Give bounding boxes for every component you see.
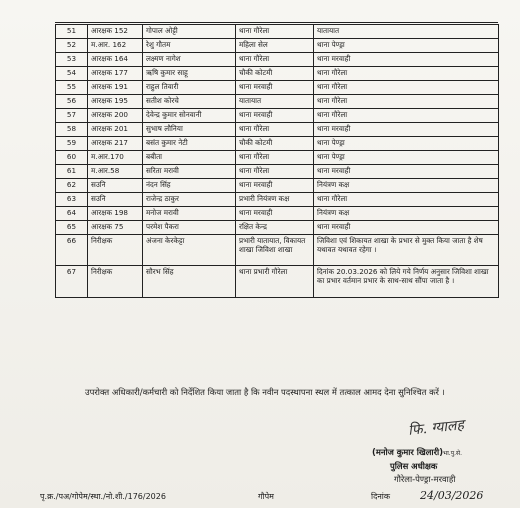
new-posting-cell: यातायात xyxy=(314,25,499,39)
serial-number-cell: 67 xyxy=(56,266,88,298)
table-row xyxy=(56,123,499,137)
rank-cell: निरीक्षक xyxy=(88,266,143,298)
name-cell: ऋषि कुमार साहू xyxy=(143,67,236,81)
rank-cell: आरक्षक 177 xyxy=(88,67,143,81)
table-row xyxy=(56,137,499,151)
current-posting-cell: थाना गौरेला xyxy=(236,151,314,165)
current-posting-cell: थाना गौरेला xyxy=(236,25,314,39)
table-row xyxy=(56,221,499,235)
name-cell: नंदन सिंह xyxy=(143,179,236,193)
current-posting-cell: थाना प्रभारी गौरेला xyxy=(236,266,314,298)
current-posting-cell: प्रभारी यातायात, विकायत शाखा जिविशा शाखा xyxy=(236,235,314,266)
document-footer xyxy=(40,491,510,505)
current-posting-cell: थाना मरवाही xyxy=(236,207,314,221)
rank-cell: आरक्षक 191 xyxy=(88,81,143,95)
current-posting-cell: प्रभारी नियंत्रण कक्ष xyxy=(236,193,314,207)
handwritten-signature: फि. ग्यालह xyxy=(407,417,465,439)
rank-cell: आरक्षक 75 xyxy=(88,221,143,235)
current-posting-cell: चौकी कोटमी xyxy=(236,137,314,151)
rank-cell: आरक्षक 152 xyxy=(88,25,143,39)
table-row xyxy=(56,53,499,67)
table-row xyxy=(56,151,499,165)
serial-number-cell: 62 xyxy=(56,179,88,193)
serial-number-cell: 57 xyxy=(56,109,88,123)
current-posting-cell: थाना मरवाही xyxy=(236,109,314,123)
transfer-table xyxy=(55,24,499,298)
table-row xyxy=(56,266,499,298)
serial-number-cell: 61 xyxy=(56,165,88,179)
serial-number-cell: 66 xyxy=(56,235,88,266)
serial-number-cell: 59 xyxy=(56,137,88,151)
current-posting-cell: चौकी कोटमी xyxy=(236,67,314,81)
rank-cell: सउनि xyxy=(88,179,143,193)
name-cell: सुभाष लौनिया xyxy=(143,123,236,137)
table-row xyxy=(56,67,499,81)
serial-number-cell: 53 xyxy=(56,53,88,67)
serial-number-cell: 63 xyxy=(56,193,88,207)
table-row xyxy=(56,39,499,53)
new-posting-cell: थाना मरवाही xyxy=(314,165,499,179)
name-cell: बबीता xyxy=(143,151,236,165)
signatory-district: गौरेला-पेण्ड्रा-मरवाही xyxy=(394,474,456,484)
current-posting-cell: थाना गौरेला xyxy=(236,123,314,137)
rank-cell: आरक्षक 198 xyxy=(88,207,143,221)
signatory-block xyxy=(372,446,512,486)
name-cell: देवेन्द्र कुमार सोनवानी xyxy=(143,109,236,123)
serial-number-cell: 51 xyxy=(56,25,88,39)
serial-number-cell: 56 xyxy=(56,95,88,109)
signatory-name: (मनोज कुमार खिलारी) xyxy=(372,447,444,457)
new-posting-cell: दिनांक 20.03.2026 को लिये गये निर्णय अनुसार जिविशा शाखा का प्रभार वर्तमान प्रभार के साथ-साथ सौंपा जाता है । xyxy=(314,266,499,298)
reference-number: पृ.क्र./पअ/गोपेम/स्था./नो.शी./176/2026 xyxy=(40,492,166,501)
serial-number-cell: 60 xyxy=(56,151,88,165)
current-posting-cell: यातायात xyxy=(236,95,314,109)
table-row xyxy=(56,95,499,109)
rank-cell: आरक्षक 164 xyxy=(88,53,143,67)
name-cell: राजेन्द्र ठाकुर xyxy=(143,193,236,207)
new-posting-cell: थाना पेण्ड्रा xyxy=(314,137,499,151)
current-posting-cell: थाना मरवाही xyxy=(236,81,314,95)
current-posting-cell: रक्षित केन्द्र xyxy=(236,221,314,235)
current-posting-cell: थाना मरवाही xyxy=(236,179,314,193)
direction-paragraph: उपरोक्त अधिकारी/कर्मचारी को निर्देशित किया जाता है कि नवीन पदस्थापना स्थल में तत्काल आमद देना सुनिश्चित करें । xyxy=(85,387,445,397)
rank-cell: आरक्षक 195 xyxy=(88,95,143,109)
table-row xyxy=(56,165,499,179)
new-posting-cell: थाना मरवाही xyxy=(314,123,499,137)
footer-place: गौपेम xyxy=(258,492,274,501)
name-cell: मनोज मरावी xyxy=(143,207,236,221)
new-posting-cell: थाना गौरेला xyxy=(314,81,499,95)
new-posting-cell: थाना गौरेला xyxy=(314,95,499,109)
rank-cell: आरक्षक 217 xyxy=(88,137,143,151)
new-posting-cell: थाना गौरेला xyxy=(314,193,499,207)
table-row xyxy=(56,207,499,221)
rank-cell: आरक्षक 201 xyxy=(88,123,143,137)
rank-cell: निरीक्षक xyxy=(88,235,143,266)
serial-number-cell: 55 xyxy=(56,81,88,95)
name-cell: रेशु गौतम xyxy=(143,39,236,53)
rank-cell: म.आर.58 xyxy=(88,165,143,179)
serial-number-cell: 54 xyxy=(56,67,88,81)
rank-cell: म.आर.170 xyxy=(88,151,143,165)
rank-cell: आरक्षक 200 xyxy=(88,109,143,123)
current-posting-cell: थाना गौरेला xyxy=(236,53,314,67)
name-cell: बसंत कुमार नेटी xyxy=(143,137,236,151)
footer-date: 24/03/2026 xyxy=(420,489,484,502)
transfer-table-body xyxy=(56,25,499,298)
rank-cell: म.आर. 162 xyxy=(88,39,143,53)
signatory-service: भा.पु.से. xyxy=(443,450,462,457)
serial-number-cell: 58 xyxy=(56,123,88,137)
name-cell: गोपाल ओट्टी xyxy=(143,25,236,39)
name-cell: परमेश पैकरा xyxy=(143,221,236,235)
name-cell: सौरभ सिंह xyxy=(143,266,236,298)
table-row xyxy=(56,81,499,95)
new-posting-cell: नियंत्रण कक्ष xyxy=(314,179,499,193)
new-posting-cell: थाना मरवाही xyxy=(314,53,499,67)
table-row xyxy=(56,25,499,39)
new-posting-cell: थाना पेण्ड्रा xyxy=(314,39,499,53)
new-posting-cell: थाना गौरेला xyxy=(314,67,499,81)
table-row xyxy=(56,235,499,266)
name-cell: सरिता मरावी xyxy=(143,165,236,179)
table-row xyxy=(56,193,499,207)
table-row xyxy=(56,179,499,193)
rank-cell: सउनि xyxy=(88,193,143,207)
name-cell: लक्ष्मण नागेश xyxy=(143,53,236,67)
new-posting-cell: थाना मरवाही xyxy=(314,221,499,235)
serial-number-cell: 65 xyxy=(56,221,88,235)
name-cell: राहुल तिवारी xyxy=(143,81,236,95)
current-posting-cell: महिला सेल xyxy=(236,39,314,53)
new-posting-cell: नियंत्रण कक्ष xyxy=(314,207,499,221)
new-posting-cell: जिविशा एवं शिकायत शाखा के प्रभार से मुक्त किया जाता है शेष यथावत यथावत रहेगा । xyxy=(314,235,499,266)
table-row xyxy=(56,109,499,123)
footer-date-label: दिनांक xyxy=(371,492,390,501)
new-posting-cell: थाना पेण्ड्रा xyxy=(314,151,499,165)
serial-number-cell: 64 xyxy=(56,207,88,221)
signatory-designation: पुलिस अधीक्षक xyxy=(390,461,438,471)
name-cell: अंजना केरकेट्टा xyxy=(143,235,236,266)
new-posting-cell: थाना गौरेला xyxy=(314,109,499,123)
name-cell: सतीश कोरचे xyxy=(143,95,236,109)
serial-number-cell: 52 xyxy=(56,39,88,53)
current-posting-cell: थाना गौरेला xyxy=(236,165,314,179)
